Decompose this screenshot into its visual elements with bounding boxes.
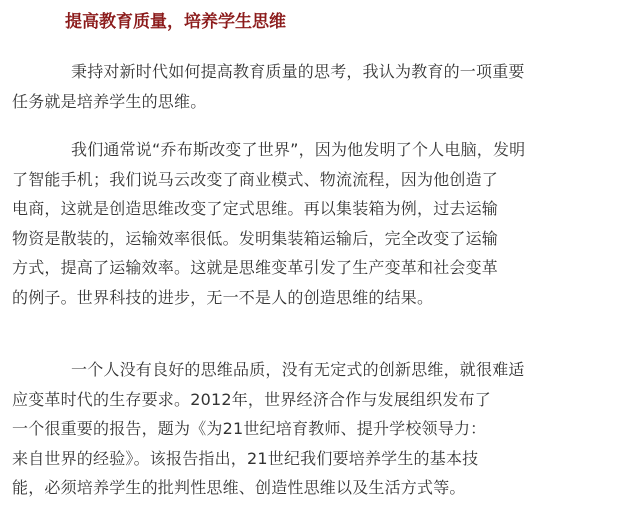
paragraph-line: 一个人没有良好的思维品质，没有无定式的创新思维，就很难适: [71, 360, 525, 379]
paragraph-line: 应变革时代的生存要求。2012年，世界经济合作与发展组织发布了: [12, 389, 491, 409]
paragraph-line: 物资是散装的，运输效率很低。发明集装箱运输后，完全改变了运输: [12, 228, 499, 248]
paragraph-line: 方式，提高了运输效率。这就是思维变革引发了生产变革和社会变革: [12, 258, 499, 277]
paragraph-line: 任务就是培养学生的思维。: [12, 91, 207, 111]
paragraph-line: 的例子。世界科技的进步，无一不是人的创造思维的结果。: [12, 287, 434, 307]
article-heading: 提高教育质量，培养学生思维: [65, 12, 286, 32]
paragraph-1: [12, 57, 612, 116]
paragraph-line: 能，必须培养学生的批判性思维、创造性思维以及生活方式等。: [12, 478, 466, 497]
paragraph-3: [12, 355, 612, 503]
paragraph-line: 我们通常说“乔布斯改变了世界”，因为他发明了个人电脑，发明: [71, 140, 526, 159]
paragraph-line: 一个很重要的报告，题为《为21世纪培育教师、提升学校领导力：: [12, 419, 487, 438]
paragraph-line: 来自世界的经验》。该报告指出，21世纪我们要培养学生的基本技: [12, 448, 479, 468]
paragraph-line: 秉持对新时代如何提高教育质量的思考，我认为教育的一项重要: [71, 62, 525, 81]
paragraph-line: 电商，这就是创造思维改变了定式思维。再以集装箱为例，过去运输: [12, 199, 499, 218]
paragraph-2: [12, 135, 612, 312]
paragraph-line: 了智能手机；我们说马云改变了商业模式、物流流程，因为他创造了: [12, 169, 499, 189]
